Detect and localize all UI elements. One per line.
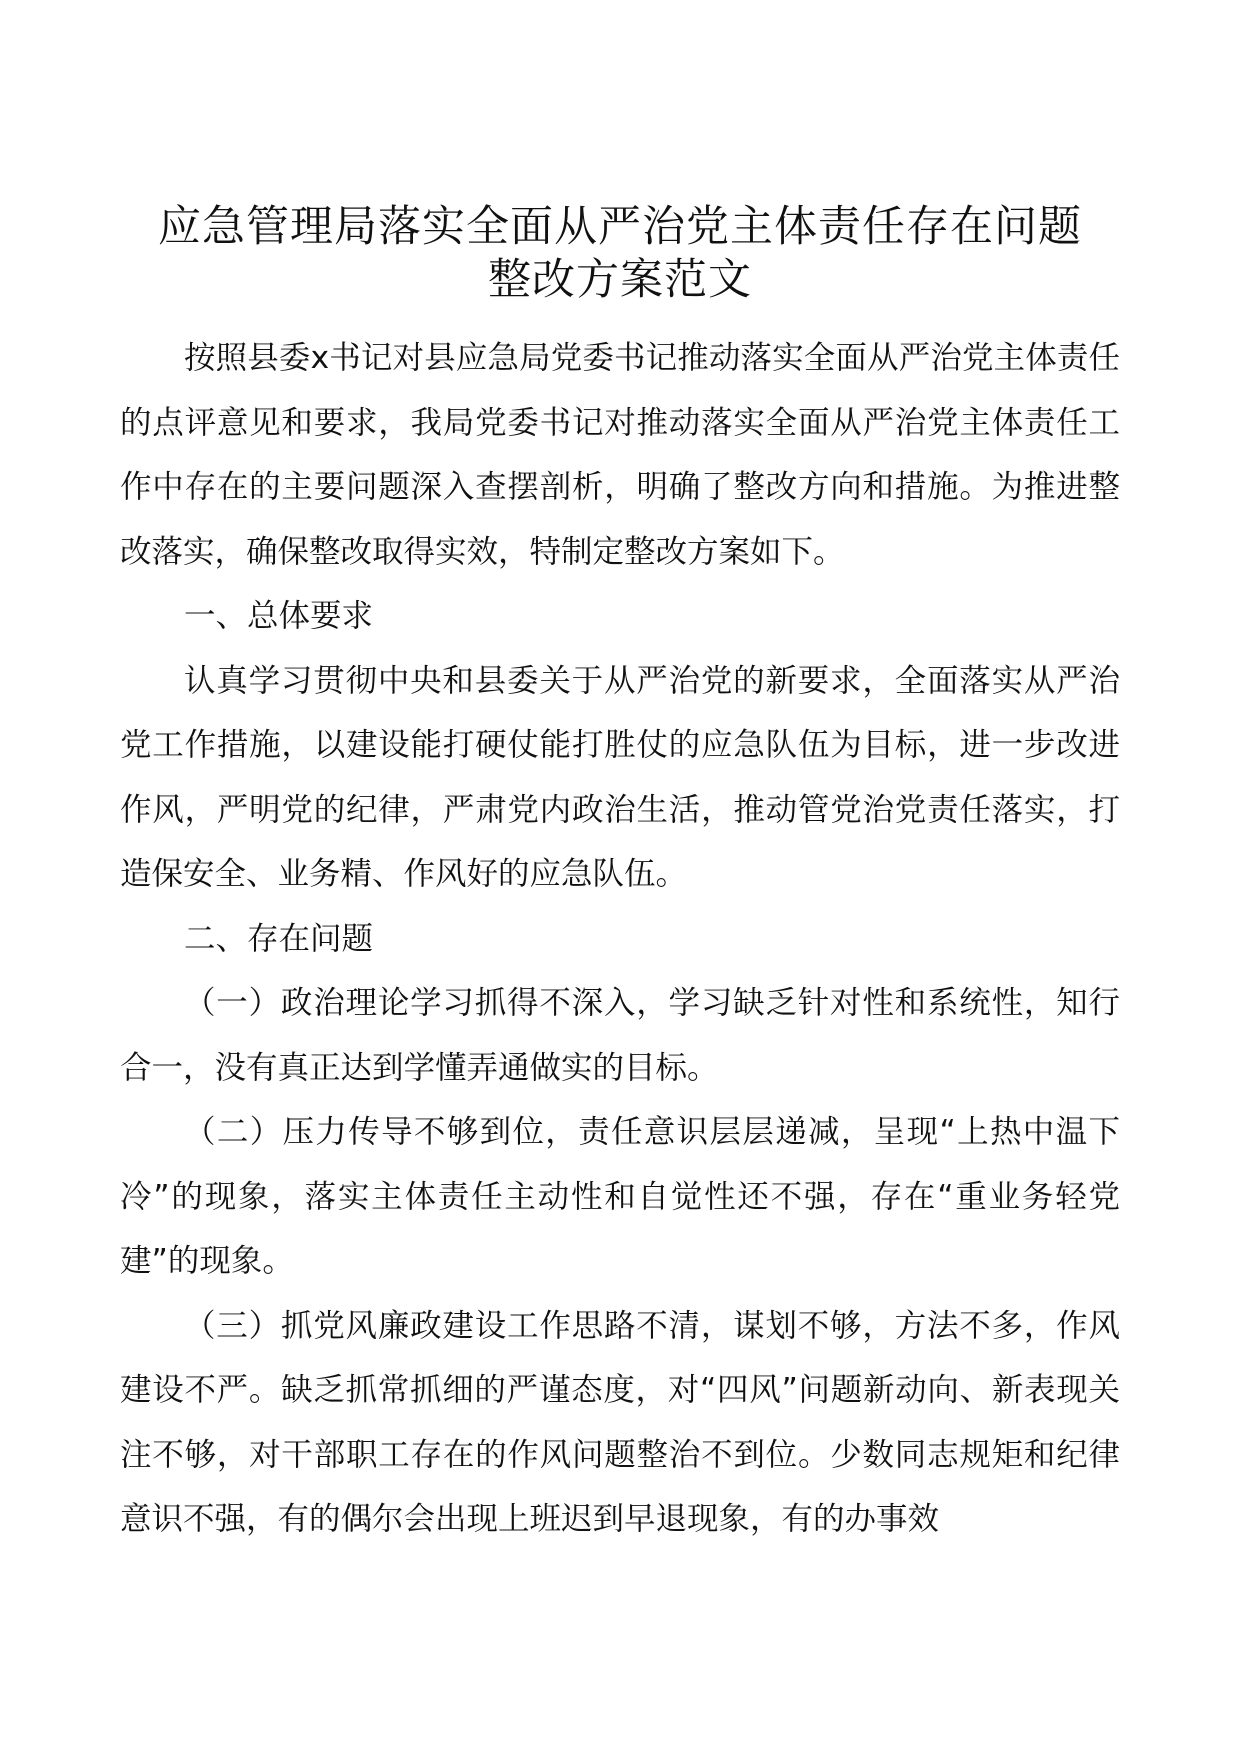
overall-requirements-paragraph: 认真学习贯彻中央和县委关于从严治党的新要求，全面落实从严治党工作措施，以建设能打硬仗能打胜仗的应急队伍为目标，进一步改进作风，严明党的纪律，严肃党内政治生活，推动管党治党责任落实，打造保安全、业务精、作风好的应急队伍。 (120, 662, 1120, 892)
intro-paragraph: 按照县委x书记对县应急局党委书记推动落实全面从严治党主体责任的点评意见和要求，我局党委书记对推动落实全面从严治党主体责任工作中存在的主要问题深入查摆剖析，明确了整改方向和措施。为推进整改落实，确保整改取得实效，特制定整改方案如下。 (120, 340, 1120, 570)
problem-paragraph-2: （二）压力传导不够到位，责任意识层层递减，呈现“上热中温下冷”的现象，落实主体责任主动性和自觉性还不强，存在“重业务轻党建”的现象。 (120, 1114, 1120, 1279)
problem-paragraph-1: （一）政治理论学习抓得不深入，学习缺乏针对性和系统性，知行合一，没有真正达到学懂弄通做实的目标。 (120, 985, 1120, 1086)
section-heading-existing-problems: 二、存在问题 (184, 920, 374, 957)
document-body (120, 326, 1120, 1552)
problem-paragraph-3: （三）抓党风廉政建设工作思路不清，谋划不够，方法不多，作风建设不严。缺乏抓常抓细的严谨态度，对“四风”问题新动向、新表现关注不够，对干部职工存在的作风问题整治不到位。少数同志规矩和纪律意识不强，有的偶尔会出现上班迟到早退现象，有的办事效 (120, 1307, 1120, 1537)
document-title-line-1: 应急管理局落实全面从严治党主体责任存在问题 (158, 202, 1082, 252)
document-title-line-2: 整改方案范文 (488, 255, 752, 305)
section-heading-overall-requirements: 一、总体要求 (184, 598, 374, 634)
